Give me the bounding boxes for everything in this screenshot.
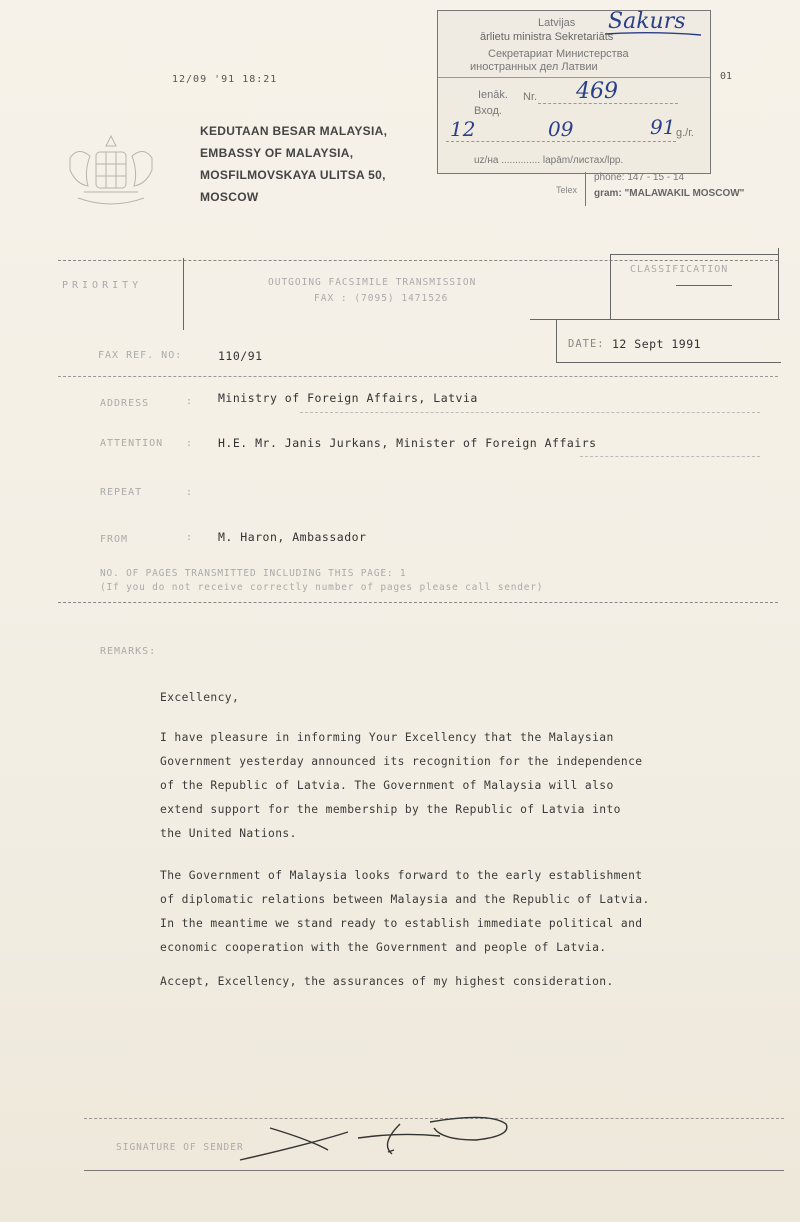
- receipt-stamp: [437, 10, 711, 174]
- transmission-title: OUTGOING FACSIMILE TRANSMISSION: [268, 277, 477, 288]
- embassy-phone: phone: 147 - 15 - 14: [594, 172, 685, 183]
- embassy-street: MOSFILMOVSKAYA ULITSA 50,: [200, 168, 386, 182]
- stamp-day: 12: [450, 117, 476, 141]
- signature-label: SIGNATURE OF SENDER: [116, 1142, 244, 1153]
- stamp-in-label-ru: Вход.: [474, 105, 502, 117]
- from-label: FROM: [100, 534, 129, 545]
- letter-line: I have pleasure in informing Your Excellency that the Malaysian: [160, 731, 614, 744]
- pages-note: (If you do not receive correctly number of pages please call sender): [100, 582, 544, 593]
- repeat-label: REPEAT: [100, 487, 143, 498]
- fax-timestamp: 12/09 '91 18:21: [172, 74, 278, 85]
- priority-label: PRIORITY: [62, 280, 143, 291]
- letter-line: of diplomatic relations between Malaysia and the Republic of Latvia.: [160, 893, 650, 906]
- stamp-line-2: ārlietu ministra Sekretariāts: [480, 31, 614, 43]
- letter-line: In the meantime we stand ready to establish immediate political and: [160, 917, 643, 930]
- letter-line: extend support for the membership by the Republic of Latvia into: [160, 803, 621, 816]
- pages-count-label: NO. OF PAGES TRANSMITTED INCLUDING THIS PAGE: 1: [100, 568, 407, 579]
- letter-line: economic cooperation with the Government and people of Latvia.: [160, 941, 607, 954]
- fax-ref-label: FAX REF. NO:: [98, 350, 183, 361]
- stamp-year: 91: [650, 115, 676, 139]
- stamp-in-prefix: Nr.: [523, 91, 538, 103]
- malaysia-crest-icon: [58, 128, 164, 214]
- stamp-line-3: Секретариат Министерства: [488, 48, 629, 60]
- letter-line: of the Republic of Latvia. The Government of Malaysia will also: [160, 779, 614, 792]
- letter-salutation: Excellency,: [160, 691, 240, 704]
- address-value: Ministry of Foreign Affairs, Latvia: [218, 391, 478, 405]
- embassy-name-english: EMBASSY OF MALAYSIA,: [200, 146, 354, 160]
- stamp-reg-number: 469: [576, 79, 618, 104]
- date-value: 12 Sept 1991: [612, 337, 702, 351]
- handwritten-signature: [230, 1110, 530, 1174]
- stamp-in-label: Ienāk.: [478, 89, 508, 101]
- from-value: M. Haron, Ambassador: [218, 530, 367, 544]
- fax-page: 12/09 '91 18:21 01 Latvijas Sakurs ārlietu ministra Sekretariāts Секретариат Министерства иностранных дел Латвии Ienāk. Nr. Вход. 469 12 09 91 g./г. uz/на .............. lapām/листах/lpp. KEDUTAAN BESAR MALAYSIA, EMBASSY OF MALAYSIA, MOSFILMOVSKAYA ULITSA 50, MOSCOW Telex phone: 147 - 15 - 14 gram: "MALAWAKIL MOSCOW" PRIORITY OUTGOING FACSIMILE TRANSMISSION FAX : (7095) 1471526 CLASSIFICATION FAX REF. NO: 110/91 DATE: 12 Sept 1991 ADDRESS : Ministry of Foreign Affairs, Latvia ATTENTION : H.E. Mr. Janis Jurkans, Minister of Foreign Affairs REPEAT : FROM : M. Haron, Ambassador NO. OF PAGES TRANSMITTED INCLUDING THIS PAGE: 1 (If you do not receive correctly number of pages please call sender) REMARKS: Excellency, I have pleasure in informing Your Excellency that the Malaysian Government yesterday announced its recognition for the independence of the Republic of Latvia. The Government of Malaysia will also extend support for the membership by the Republic of Latvia into the United Nations. The Government of Malaysia looks forward to the early establishment of diplomatic relations between Malaysia and the Republic of Latvia. In the meantime we stand ready to establish immediate political and economic cooperation with the Government and people of Latvia. Accept, Excellency, the assurances of my highest consideration. SIGNATURE OF SENDER: [0, 0, 800, 1222]
- stamp-pages-line: uz/на .............. lapām/листах/lpp.: [474, 155, 624, 166]
- stamp-line-4: иностранных дел Латвии: [470, 61, 598, 73]
- letter-line: the United Nations.: [160, 827, 297, 840]
- fax-ref-value: 110/91: [218, 349, 263, 363]
- letter-closing: Accept, Excellency, the assurances of my highest consideration.: [160, 975, 614, 988]
- address-label: ADDRESS: [100, 398, 150, 409]
- embassy-city: MOSCOW: [200, 190, 259, 204]
- stamp-underline: [603, 31, 703, 37]
- stamp-month: 09: [548, 117, 574, 141]
- letter-paragraph-2: [160, 864, 650, 960]
- stamp-handwritten-name: Sakurs: [608, 9, 686, 34]
- fax-number: FAX : (7095) 1471526: [314, 293, 449, 304]
- attention-value: H.E. Mr. Janis Jurkans, Minister of Foreign Affairs: [218, 436, 597, 450]
- embassy-telegram: gram: "MALAWAKIL MOSCOW": [594, 188, 745, 199]
- classification-label: CLASSIFICATION: [630, 264, 729, 275]
- letter-line: Government yesterday announced its recognition for the independence: [160, 755, 643, 768]
- date-label: DATE:: [568, 338, 605, 350]
- telex-label: Telex: [556, 185, 578, 195]
- remarks-label: REMARKS:: [100, 646, 157, 657]
- attention-label: ATTENTION: [100, 438, 164, 449]
- stamp-line-1: Latvijas: [538, 17, 576, 29]
- fax-page-number: 01: [720, 71, 733, 82]
- embassy-name-malay: KEDUTAAN BESAR MALAYSIA,: [200, 124, 388, 138]
- letter-line: The Government of Malaysia looks forward to the early establishment: [160, 869, 643, 882]
- embassy-address: [200, 120, 387, 208]
- stamp-year-suffix: g./г.: [676, 127, 694, 139]
- letter-paragraph-1: [160, 726, 643, 846]
